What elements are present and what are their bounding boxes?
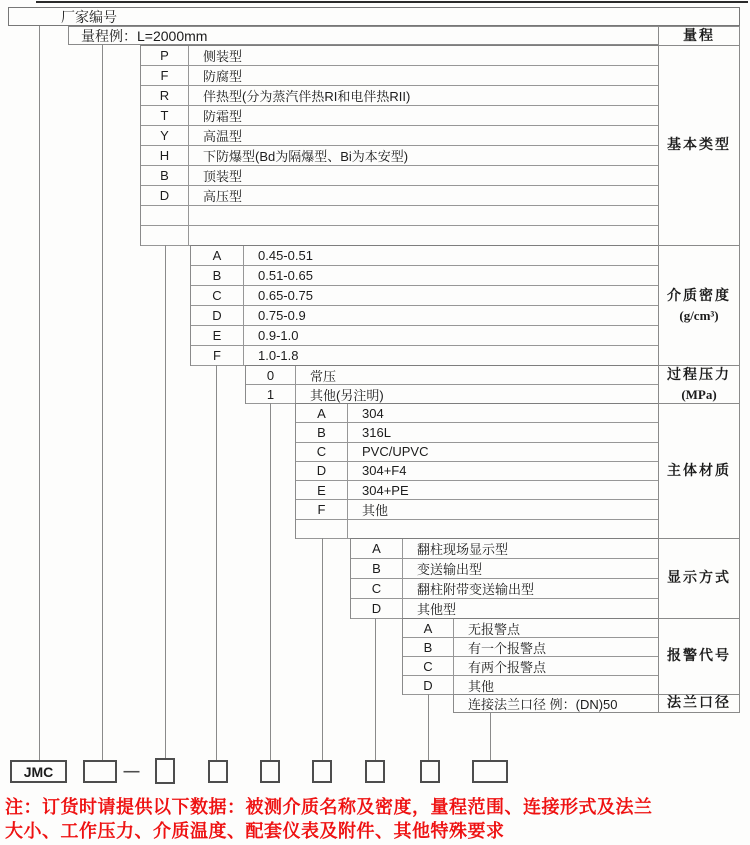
code-row	[191, 326, 658, 346]
code-cell: E	[191, 326, 244, 345]
description-cell: 其他型	[417, 602, 457, 617]
connector-line-density	[216, 365, 217, 760]
category-label-flange-size: 法兰口径	[658, 694, 740, 713]
code-row	[191, 346, 658, 366]
category-label-text: 介质密度	[667, 288, 731, 304]
order-note-line1: 注：订货时请提供以下数据：被测介质名称及密度，量程范围、连接形式及法兰	[5, 797, 653, 817]
alarm-code-box	[420, 760, 440, 783]
description-cell: PVC/UPVC	[362, 444, 429, 460]
code-cell: F	[191, 346, 244, 365]
density-code-box	[208, 760, 228, 783]
description-cell: 1.0-1.8	[258, 348, 299, 363]
dash-separator: —	[123, 762, 140, 780]
description-cell: 无报警点	[468, 621, 521, 637]
model-prefix-text: JMC	[23, 763, 54, 780]
description-cell: 316L	[362, 424, 391, 440]
description-cell: 0.51-0.65	[258, 268, 313, 283]
description-cell: 0.45-0.51	[258, 248, 313, 263]
top-rule	[36, 1, 748, 3]
code-row	[141, 86, 658, 106]
code-row	[296, 423, 658, 442]
model-prefix-box	[10, 760, 67, 783]
material-code-box	[312, 760, 332, 783]
code-row	[191, 246, 658, 266]
code-cell: D	[403, 676, 454, 694]
code-cell	[141, 226, 189, 245]
code-cell: A	[403, 619, 454, 637]
code-row	[141, 126, 658, 146]
code-row	[296, 462, 658, 481]
connector-line-material	[322, 538, 323, 760]
code-cell: A	[351, 539, 403, 558]
code-cell: C	[296, 443, 348, 461]
order-note-line2: 大小、工作压力、介质温度、配套仪表及附件、其他特殊要求	[5, 821, 505, 841]
code-row	[191, 286, 658, 306]
connector-line-alarm	[428, 694, 429, 760]
code-row	[141, 146, 658, 166]
connector-line-flange	[490, 713, 491, 760]
code-cell: 1	[246, 385, 296, 403]
code-cell	[296, 520, 348, 538]
section-process-pressure	[245, 365, 658, 404]
category-label-medium-density	[658, 245, 740, 365]
code-cell: F	[296, 500, 348, 518]
range-example-row	[68, 26, 658, 45]
code-row	[141, 166, 658, 186]
code-cell: B	[191, 266, 244, 285]
connector-line-pressure	[270, 403, 271, 760]
description-cell: 防霜型	[203, 109, 243, 124]
code-row	[351, 599, 658, 619]
code-cell: C	[351, 579, 403, 598]
code-cell: D	[141, 186, 189, 205]
range-example-label: 量程例：L=2000mm	[81, 27, 208, 44]
description-cell: 其他	[468, 678, 495, 694]
code-row	[141, 206, 658, 226]
description-cell: 304+PE	[362, 482, 409, 498]
description-cell: 下防爆型(Bd为隔爆型、Bi为本安型)	[203, 149, 409, 164]
code-cell: A	[191, 246, 244, 265]
code-row	[403, 638, 658, 657]
code-row	[351, 559, 658, 579]
code-row	[191, 266, 658, 286]
description-cell: 高压型	[203, 189, 243, 204]
connector-line-display	[375, 618, 376, 760]
category-label-alarm-code: 报警代号	[658, 618, 740, 694]
code-cell: D	[191, 306, 244, 325]
code-cell: T	[141, 106, 189, 125]
code-row	[296, 500, 658, 519]
pressure-code-box	[260, 760, 280, 783]
connector-line-basic-type	[165, 245, 166, 760]
section-medium-density	[190, 245, 658, 366]
code-row	[246, 385, 658, 404]
code-cell	[141, 206, 189, 225]
code-row	[403, 676, 658, 695]
description-cell: 翻柱附带变送输出型	[417, 582, 535, 597]
description-cell	[189, 206, 658, 225]
code-cell: C	[403, 657, 454, 675]
code-row	[351, 579, 658, 599]
category-label-unit: (MPa)	[681, 386, 717, 402]
description-cell: 变送输出型	[417, 562, 483, 577]
code-row	[141, 66, 658, 86]
code-row	[296, 443, 658, 462]
code-cell: R	[141, 86, 189, 105]
flange-code-box	[472, 760, 508, 783]
code-row	[246, 366, 658, 385]
section-display-mode	[350, 538, 658, 619]
code-row	[141, 106, 658, 126]
description-cell: 304	[362, 405, 384, 421]
category-label-unit: (g/cm³)	[679, 307, 719, 323]
code-row	[351, 539, 658, 559]
basic-type-code-box	[155, 758, 175, 784]
description-cell: 其他	[362, 502, 389, 518]
description-cell: 顶装型	[203, 169, 243, 184]
category-label-range: 量程	[658, 26, 740, 45]
code-cell: H	[141, 146, 189, 165]
display-code-box	[365, 760, 385, 783]
description-cell: 伴热型(分为蒸汽伴热RI和电伴热RII)	[203, 89, 411, 104]
code-row	[403, 619, 658, 638]
description-cell: 侧装型	[203, 49, 243, 64]
code-row	[141, 46, 658, 66]
code-cell: A	[296, 404, 348, 422]
code-cell: E	[296, 481, 348, 499]
description-cell: 防腐型	[203, 69, 243, 84]
code-row	[141, 226, 658, 246]
category-label-text: 过程压力	[667, 367, 731, 383]
connector-line-range	[102, 45, 103, 760]
code-row	[296, 520, 658, 539]
range-code-box	[83, 760, 117, 783]
code-cell: Y	[141, 126, 189, 145]
order-note	[5, 795, 747, 843]
code-cell: C	[191, 286, 244, 305]
manufacturer-code-label: 厂家编号	[61, 8, 117, 25]
description-cell: 常压	[310, 368, 337, 384]
category-label-body-material: 主体材质	[658, 403, 740, 538]
description-cell: 0.65-0.75	[258, 288, 313, 303]
category-label-display-mode: 显示方式	[658, 538, 740, 618]
category-label-process-pressure	[658, 365, 740, 403]
description-cell: 翻柱现场显示型	[417, 542, 509, 557]
code-cell: D	[351, 599, 403, 618]
code-row	[141, 186, 658, 206]
description-cell: 304+F4	[362, 463, 407, 479]
connector-line-manufacturer	[39, 26, 40, 760]
section-body-material	[295, 403, 658, 539]
code-row	[191, 306, 658, 326]
code-cell: F	[141, 66, 189, 85]
description-cell: 高温型	[203, 129, 243, 144]
description-cell: 其他(另注明)	[310, 387, 384, 403]
code-row	[296, 404, 658, 423]
code-cell: B	[296, 423, 348, 441]
description-cell: 0.9-1.0	[258, 328, 299, 343]
code-row	[403, 657, 658, 676]
description-cell	[348, 520, 658, 538]
code-cell: B	[351, 559, 403, 578]
description-cell: 0.75-0.9	[258, 308, 306, 323]
code-cell: 0	[246, 366, 296, 384]
code-cell: B	[141, 166, 189, 185]
flange-size-text: 连接法兰口径 例：(DN)50	[468, 697, 618, 712]
description-cell	[189, 226, 658, 245]
code-row	[296, 481, 658, 500]
category-label-basic-type: 基本类型	[658, 45, 740, 245]
manufacturer-code-row	[8, 7, 740, 26]
flange-size-row	[453, 694, 658, 713]
description-cell: 有两个报警点	[468, 659, 547, 675]
section-basic-type	[140, 45, 658, 246]
code-cell: D	[296, 462, 348, 480]
description-cell: 有一个报警点	[468, 640, 547, 656]
code-cell: B	[403, 638, 454, 656]
section-alarm-code	[402, 618, 658, 695]
code-cell: P	[141, 46, 189, 65]
